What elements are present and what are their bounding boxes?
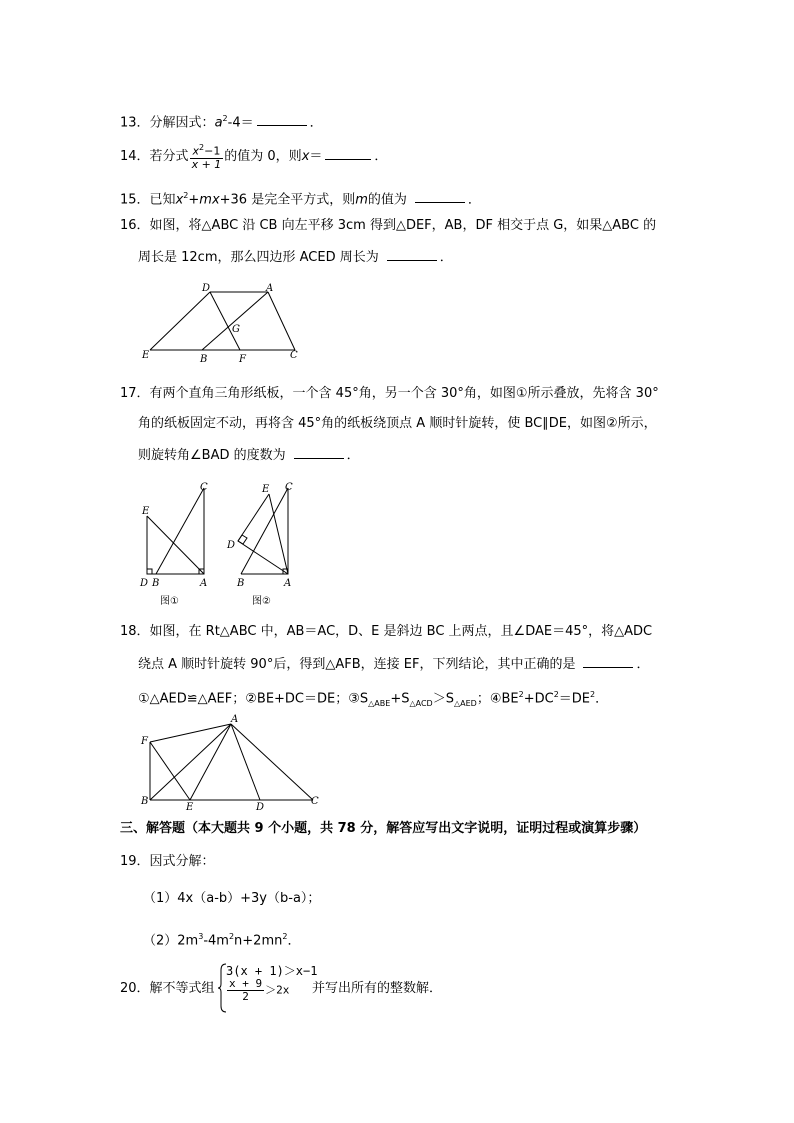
- q14-frac-num-x: x: [192, 144, 200, 158]
- q20-text: 解不等式组: [149, 981, 215, 996]
- q19-part1: （1）4x（a-b）+3y（b-a）；: [143, 891, 321, 906]
- q13-expr-rest: -4＝: [227, 115, 254, 131]
- q14-text2: 的值为 0，则: [224, 148, 302, 164]
- q19-p2-s1: 3: [198, 932, 204, 941]
- q18-c1: ①△AED≌△AEF；②BE+DC＝DE；③S: [138, 691, 369, 707]
- q18-c1-tail: ；④BE: [476, 691, 519, 707]
- q19-part2: [143, 928, 300, 950]
- q14-text: 若分式: [149, 148, 189, 164]
- q16-end: ．: [439, 250, 453, 265]
- q15-rest2: +36 是完全平方式，则: [219, 192, 356, 208]
- q16-answer-blank[interactable]: [387, 248, 437, 261]
- q16-label-B: B: [200, 354, 208, 365]
- q18-c1-gt: ＞S: [432, 691, 454, 707]
- q20-tail: 并写出所有的整数解．: [312, 981, 443, 996]
- q15-text2: 的值为: [367, 192, 407, 208]
- q18-label-B: B: [141, 796, 149, 807]
- q17-fig1-caption: 图①: [160, 596, 179, 607]
- q18-c1-sub1: △ABE: [368, 698, 391, 708]
- q19-p2-b: -4m: [203, 933, 229, 949]
- q18-line1: 如图，在 Rt△ABC 中，AB＝AC，D、E 是斜边 BC 上两点，且∠DAE＝45°，将△ADC: [149, 624, 653, 639]
- question-16-line2: [138, 248, 453, 267]
- q17-figure-2: [222, 478, 302, 610]
- question-18-choices: [138, 686, 608, 713]
- q14-frac-num-sup: 2: [199, 143, 205, 152]
- q14-answer-blank[interactable]: [325, 147, 371, 160]
- q16-number: 16．: [120, 218, 150, 233]
- q18-c1-mid: +S: [390, 691, 410, 707]
- q18-c1-sub2: △ACD: [409, 698, 433, 708]
- q18-c1-sup3: 2: [590, 690, 596, 699]
- q14-fraction: [190, 142, 224, 171]
- q18-figure: [138, 712, 328, 812]
- q16-line2: 周长是 12cm，那么四边形 ACED 周长为: [138, 250, 379, 265]
- q18-c1-sub3: △AED: [453, 698, 477, 708]
- question-19: [120, 853, 215, 871]
- q15-m: m: [199, 192, 212, 208]
- question-16-line1: [120, 217, 656, 235]
- q19-p2-c: n+2mn: [234, 933, 283, 949]
- q18-label-E: E: [186, 802, 194, 812]
- q20-number: 20．: [120, 981, 150, 996]
- q17-answer-blank[interactable]: [294, 446, 344, 459]
- q14-eq: ＝: [309, 148, 323, 164]
- section-3-heading: 三、解答题（本大题共 9 个小题，共 78 分，解答应写出文字说明，证明过程或演算步骤）: [120, 821, 647, 836]
- q18-c1-sup2: 2: [553, 690, 559, 699]
- q17-line2: 角的纸板固定不动，再将含 45°角的纸板绕顶点 A 顺时针旋转，使 BC∥DE，如图②所示，: [138, 416, 657, 431]
- q16-label-F: F: [239, 354, 246, 365]
- q18-label-F: F: [141, 736, 148, 747]
- q17-f1-label-A: A: [200, 578, 208, 589]
- q20-ineq2: [226, 978, 289, 1003]
- q14-frac-num-rest: −1: [204, 144, 221, 158]
- q18-c1-end: ．: [595, 691, 609, 707]
- q19-p2-d: ．: [287, 933, 301, 949]
- q17-f1-label-E: E: [142, 506, 150, 517]
- q17-f2-label-C: C: [285, 482, 293, 493]
- q17-figure-1: [138, 478, 218, 610]
- q19-p2-s3: 2: [282, 932, 288, 941]
- question-14: [120, 142, 387, 171]
- q18-label-C: C: [311, 796, 319, 807]
- q16-label-C: C: [290, 350, 298, 361]
- q18-number: 18．: [120, 624, 150, 639]
- q14-end: ．: [374, 148, 388, 164]
- q17-f2-label-B: B: [237, 578, 245, 589]
- q17-end: ．: [346, 448, 360, 463]
- q20-ineq2-rest: ＞2x: [265, 983, 290, 997]
- q15-answer-blank[interactable]: [415, 190, 465, 203]
- q18-c1-sup1: 2: [518, 690, 524, 699]
- q20-frac-den: 2: [242, 990, 249, 1003]
- q18-end: ．: [636, 657, 650, 672]
- question-15: [120, 187, 481, 209]
- q14-var: x: [301, 148, 310, 164]
- q17-f2-label-E: E: [262, 484, 270, 495]
- q17-number: 17．: [120, 386, 150, 401]
- question-18-line1: [120, 623, 652, 641]
- q15-sup: 2: [183, 191, 189, 200]
- q19-p2-s2: 2: [228, 932, 235, 941]
- q13-number: 13．: [120, 115, 150, 131]
- q17-fig2-caption: 图②: [252, 596, 271, 607]
- q13-answer-blank[interactable]: [257, 113, 307, 126]
- q16-label-A: A: [266, 283, 274, 294]
- q17-line3: 则旋转角∠BAD 的度数为: [138, 448, 286, 463]
- q17-f1-label-C: C: [200, 482, 208, 493]
- q18-answer-blank[interactable]: [583, 655, 633, 668]
- q17-f2-label-D: D: [227, 540, 236, 551]
- question-17-line2: [138, 415, 657, 433]
- q16-label-E: E: [142, 350, 150, 361]
- q18-label-D: D: [256, 802, 265, 812]
- q16-figure: [140, 280, 310, 370]
- q20-ineq1: 3(x + 1)＞x−1: [226, 964, 318, 978]
- q15-end: ．: [467, 192, 481, 208]
- q15-number: 15．: [120, 192, 150, 208]
- q16-label-D: D: [202, 283, 211, 294]
- q20-inequality-system: [218, 962, 318, 1014]
- question-13: [120, 110, 323, 132]
- q15-rest1: +: [188, 192, 200, 208]
- q18-line2: 绕点 A 顺时针旋转 90°后，得到△AFB，连接 EF，下列结论，其中正确的是: [138, 657, 576, 672]
- q19-number: 19．: [120, 854, 150, 869]
- q13-text: 分解因式：: [149, 115, 215, 131]
- q14-frac-den: x + 1: [191, 157, 222, 171]
- q15-text: 已知: [149, 192, 176, 208]
- q16-label-G: G: [232, 324, 240, 335]
- q18-c1-eq: ＝DE: [558, 691, 591, 707]
- q18-c1-plus: +DC: [523, 691, 554, 707]
- q15-m2: m: [355, 192, 368, 208]
- question-18-line2: [138, 655, 649, 674]
- q13-end: ．: [309, 115, 323, 131]
- q17-line1: 有两个直角三角形纸板，一个含 45°角，另一个含 30°角，如图①所示叠放，先将含 30°: [149, 386, 659, 401]
- question-17-line3: [138, 446, 360, 465]
- q17-f2-label-A: A: [284, 578, 292, 589]
- q19-p2-a: （2）2m: [143, 933, 199, 949]
- question-17-line1: [120, 385, 659, 403]
- q16-line1: 如图，将△ABC 沿 CB 向左平移 3cm 得到△DEF，AB，DF 相交于点 G，如果△ABC 的: [149, 218, 657, 233]
- q13-var-a: a: [214, 115, 223, 131]
- q14-number: 14．: [120, 148, 150, 164]
- q13-sup: 2: [222, 114, 228, 123]
- q19-text: 因式分解：: [149, 854, 215, 869]
- q15-x: x: [175, 192, 184, 208]
- q15-x2: x: [211, 192, 220, 208]
- q17-f1-label-D: D: [140, 578, 149, 589]
- q18-label-A: A: [231, 714, 239, 725]
- question-20: [120, 980, 215, 998]
- q17-f1-label-B: B: [152, 578, 160, 589]
- q20-frac-num: x + 9: [229, 977, 263, 990]
